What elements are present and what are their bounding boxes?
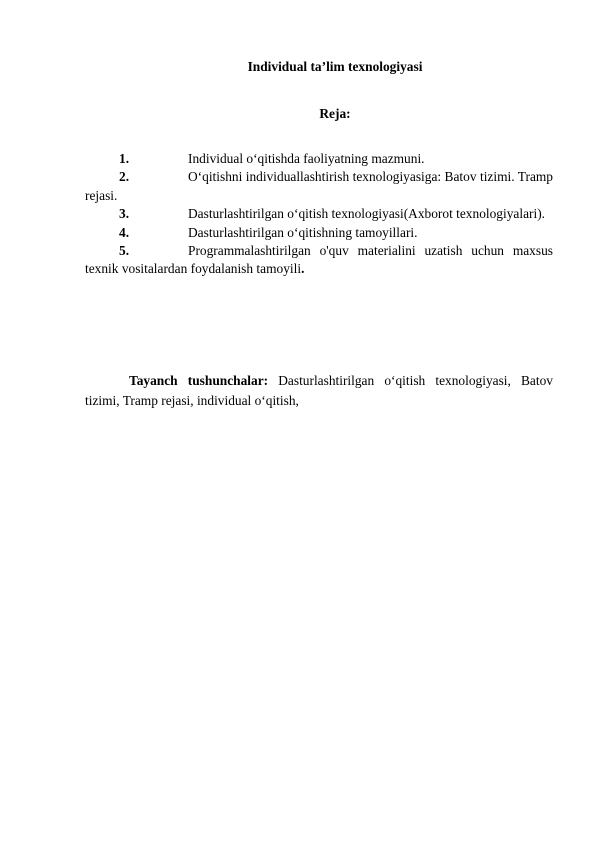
plan-item-text-body: Programmalashtirilgan o'quv materialini uzatish uchun maxsus texnik vositalardan foydalanish tamoyili <box>85 243 553 277</box>
plan-item-text <box>85 242 553 279</box>
plan-item <box>85 224 553 242</box>
keywords-text: Dasturlashtirilgan o‘qitish texnologiyasi, Batov tizimi, Tramp rejasi, individual o‘qitish, <box>85 373 553 408</box>
plan-item <box>85 205 553 223</box>
plan-heading: Reja: <box>319 106 351 121</box>
plan-item <box>85 150 553 168</box>
keywords-label: Tayanch tushunchalar: <box>129 373 269 388</box>
plan-item-text: Dasturlashtirilgan o‘qitish texnologiyasi(Axborot texnologiyalari). <box>188 206 546 222</box>
plan-item-number: 5. <box>119 243 130 259</box>
plan-item-text: Individual o‘qitishda faoliyatning mazmuni. <box>188 151 425 166</box>
plan-item-number: 4. <box>119 224 130 240</box>
plan-item <box>85 168 553 205</box>
plan-item-number: 1. <box>119 151 130 166</box>
plan-list <box>85 150 553 279</box>
plan-item-number: 2. <box>119 169 130 185</box>
document-title: Individual ta’lim texnologiyasi <box>247 59 423 74</box>
plan-item-end-mark: . <box>301 261 305 277</box>
plan-item-text: Dasturlashtirilgan o‘qitishning tamoyillari. <box>188 224 418 240</box>
plan-item-text: O‘qitishni individuallashtirish texnologiyasiga: Batov tizimi. Tramp rejasi. <box>85 169 553 203</box>
plan-item-number: 3. <box>119 206 130 222</box>
plan-item <box>85 242 553 279</box>
keywords-paragraph <box>85 371 553 410</box>
